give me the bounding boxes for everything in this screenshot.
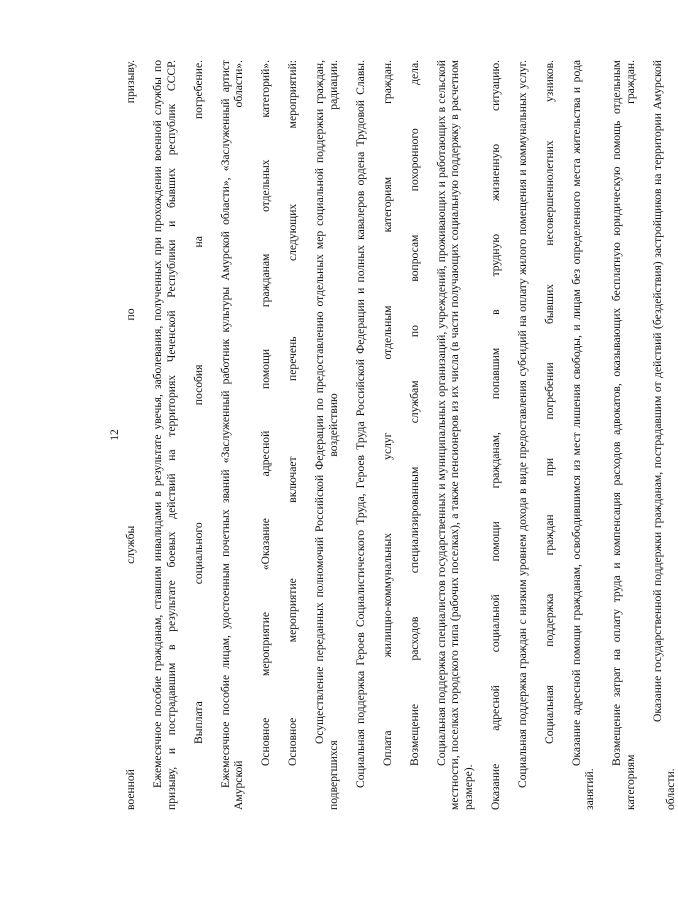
paragraph: Выплата социального пособия на погребение. <box>191 60 205 744</box>
page-number: 12 <box>108 429 121 441</box>
paragraph: Оказание государственной поддержки гражданам, пострадавшим от действий (бездействия) застройщиков на территории Амурской области. <box>650 60 677 810</box>
paragraph: Основное мероприятие «Оказание адресной помощи гражданам отдельных категорий». <box>259 60 272 766</box>
paragraph: Возмещение расходов специализированным службам по вопросам похоронного дела. <box>407 60 421 766</box>
rotated-page-content <box>108 60 677 810</box>
paragraph: Основное мероприятие включает перечень следующих мероприятий: <box>286 60 299 766</box>
paragraph: Социальная поддержка Героев Социалистического Труда, Героев Труда Российской Федерации и полных кавалеров ордена Трудовой Славы. <box>353 60 367 788</box>
paragraph: Ежемесячное пособие гражданам, ставшим инвалидами в результате увечья, заболевания, полученных при прохождении военной службы по призыву, и пострадавшим в результате боевых действий на территориях Чеченской Республики и бывших республик СССР. <box>151 60 178 810</box>
paragraph: Возмещение затрат на оплату труда и компенсация расходов адвокатов, оказывающих бесплатную юридическую помощь отдельным категориям граждан. <box>610 60 637 810</box>
paragraph: Социальная поддержка граждан при погребении бывших несовершеннолетних узников. <box>542 60 556 744</box>
paragraph: Оплата жилищно-коммунальных услуг отдельным категориям граждан. <box>380 60 394 766</box>
paragraph: Осуществление переданных полномочий Российской Федерации по предоставлению отдельных мер социальной поддержки граждан, подвергшихся воздействию радиации. <box>313 60 340 810</box>
paragraph: Оказание адресной социальной помощи гражданам, попавшим в трудную жизненную ситуацию. <box>488 60 502 810</box>
paragraph: Оказание адресной помощи гражданам, освободившимся из мест лишения свободы, и лицам без определенного места жительства и рода занятий. <box>569 60 596 810</box>
paragraph: Социальная поддержка граждан с низким уровнем дохода в виде предоставления субсидий на оплату жилого помещения и коммунальных услуг. <box>515 60 529 788</box>
document-body <box>124 60 678 810</box>
paragraph: военной службы по призыву. <box>124 60 137 810</box>
paragraph: Ежемесячное пособие лицам, удостоенным почетных званий «Заслуженный работник культуры Амурской области», «Заслуженный артист Амурской области». <box>218 60 245 810</box>
paragraph: Социальная поддержка специалистов государственных и муниципальных организаций, учреждений, проживающих и работающих в сельской местности, поселках городского типа (рабочих поселках), а также пенсионеров из их числа (в части получающих социальную поддержку в расчетном размере). <box>434 60 475 810</box>
